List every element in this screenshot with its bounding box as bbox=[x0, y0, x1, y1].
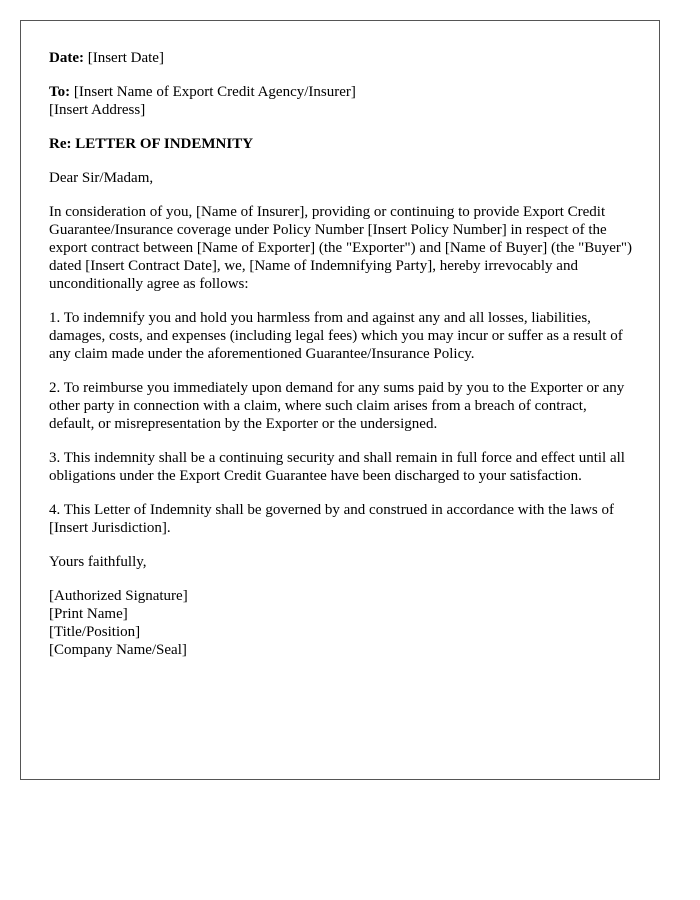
recipient-address: [Insert Address] bbox=[49, 102, 146, 118]
letter-content bbox=[49, 49, 633, 675]
to-value: [Insert Name of Export Credit Agency/Insurer] bbox=[70, 84, 356, 100]
consideration-paragraph: In consideration of you, [Name of Insurer], providing or continuing to provide Export Credit Guarantee/Insurance coverage under Policy Number [Insert Policy Number] in respect of the export contract between [Name of Exporter] (the "Exporter") and [Name of Buyer] (the "Buyer") dated [Insert Contract Date], we, [Name of Indemnifying Party], hereby irrevocably and unconditionally agree as follows: bbox=[49, 204, 633, 292]
signature-line: [Authorized Signature] bbox=[49, 588, 188, 604]
date-value: [Insert Date] bbox=[83, 50, 164, 66]
clause-3-continuing-security: 3. This indemnity shall be a continuing security and shall remain in full force and effect until all obligations under the Export Credit Guarantee have been discharged to your satisfaction. bbox=[49, 450, 625, 484]
company-seal-line: [Company Name/Seal] bbox=[49, 642, 187, 658]
to-label: To: bbox=[49, 84, 71, 100]
recipient-line bbox=[49, 83, 633, 101]
salutation: Dear Sir/Madam, bbox=[49, 170, 154, 186]
clause-1-indemnify: 1. To indemnify you and hold you harmless from and against any and all losses, liabilities, damages, costs, and expenses (including legal fees) which you may incur or suffer as a result of any claim made under the aforementioned Guarantee/Insurance Policy. bbox=[49, 310, 623, 362]
signature-block bbox=[49, 587, 633, 659]
date-label: Date: bbox=[49, 50, 84, 66]
title-position-line: [Title/Position] bbox=[49, 624, 141, 640]
letter-page bbox=[20, 20, 660, 780]
clause-4-governing-law: 4. This Letter of Indemnity shall be governed by and construed in accordance with the laws of [Insert Jurisdiction]. bbox=[49, 502, 614, 536]
closing: Yours faithfully, bbox=[49, 554, 147, 570]
clause-2-reimburse: 2. To reimburse you immediately upon demand for any sums paid by you to the Exporter or any other party in connection with a claim, where such claim arises from a breach of contract, default, or misrepresentation by the Exporter or the undersigned. bbox=[49, 380, 625, 432]
print-name-line: [Print Name] bbox=[49, 606, 128, 622]
letter-subject: Re: LETTER OF INDEMNITY bbox=[49, 136, 254, 152]
recipient-block bbox=[49, 83, 633, 119]
date-line bbox=[49, 49, 633, 67]
